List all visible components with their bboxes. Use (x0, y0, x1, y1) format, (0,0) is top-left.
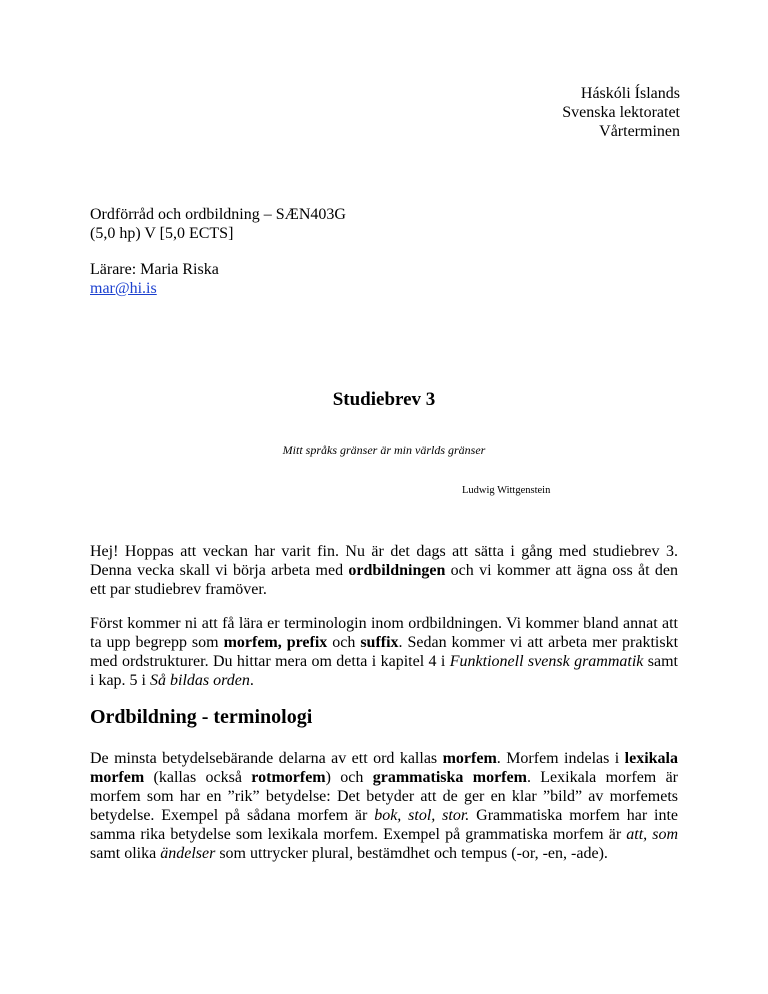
intro-paragraph (90, 542, 678, 599)
text-run: (kallas också (144, 769, 252, 786)
text-run: och (327, 634, 361, 651)
morpheme-paragraph (90, 749, 678, 863)
text-run: samt i kap. 5 i (90, 653, 678, 689)
course-info (90, 205, 346, 243)
course-credits: (5,0 hp) V [5,0 ECTS] (90, 225, 234, 242)
book-title: Så bildas orden (150, 672, 250, 689)
term-name: Vårterminen (599, 123, 680, 140)
text-run: och vi kommer att ägna oss åt den ett par studiebrev framöver. (90, 562, 678, 598)
text-run: samt olika (90, 845, 161, 862)
text-run: De minsta betydelsebärande delarna av ett ord kallas (90, 750, 443, 767)
teacher-info (90, 260, 219, 298)
section-heading: Ordbildning - terminologi (90, 706, 313, 728)
text-run: . Lexikala morfem är morfem som har en ”rik” betydelse: Det betyder att de ger en klar ”bild” av morfemets betydelse. Exempel på sådana morfem är (90, 769, 679, 824)
institution-header (562, 84, 680, 141)
example-words: att, som (626, 826, 679, 843)
bold-term: rotmorfem (251, 769, 326, 786)
course-name: Ordförråd och ordbildning – SÆN403G (90, 206, 346, 223)
teacher-email-link[interactable]: mar@hi.is (90, 280, 157, 297)
text-run: . Morfem indelas i (496, 750, 625, 767)
text-run: ) och (325, 769, 373, 786)
department-name: Svenska lektoratet (562, 104, 680, 121)
terminology-paragraph (90, 614, 678, 690)
text-run: Grammatiska morfem har inte samma rika betydelse som lexikala morfem. Exempel på grammatiska morfem är (90, 807, 679, 843)
example-words: ändelser (160, 845, 216, 862)
epigraph-author: Ludwig Wittgenstein (462, 485, 551, 496)
bold-term: ordbildningen (348, 562, 446, 579)
epigraph-quote: Mitt språks gränser är min världs gränser (282, 443, 486, 457)
bold-term: lexikala morfem (90, 750, 678, 786)
book-title: Funktionell svensk grammatik (449, 653, 644, 670)
bold-term: morfem (442, 750, 497, 767)
text-run: . Sedan kommer vi att arbeta mer praktiskt med ordstrukturer. Du hittar mera om detta i kapitel 4 i (90, 634, 679, 670)
text-run: Först kommer ni att få lära er terminologin inom ordbildningen. Vi kommer bland annat att ta upp begrepp som (90, 615, 678, 651)
teacher-label: Lärare: Maria Riska (90, 261, 219, 278)
document-title: Studiebrev 3 (332, 389, 436, 410)
text-run: som uttrycker plural, bestämdhet och tempus (-or, -en, -ade). (215, 845, 608, 862)
bold-term: grammatiska morfem (372, 769, 527, 786)
university-name: Háskóli Íslands (580, 85, 680, 102)
text-run: Hej! Hoppas att veckan har varit fin. Nu är det dags att sätta i gång med studiebrev 3. Denna vecka skall vi börja arbeta med (90, 543, 678, 579)
text-run: . (249, 672, 254, 689)
example-words: bok, stol, stor. (374, 807, 470, 824)
bold-term: suffix (360, 634, 399, 651)
bold-term: morfem, prefix (223, 634, 328, 651)
